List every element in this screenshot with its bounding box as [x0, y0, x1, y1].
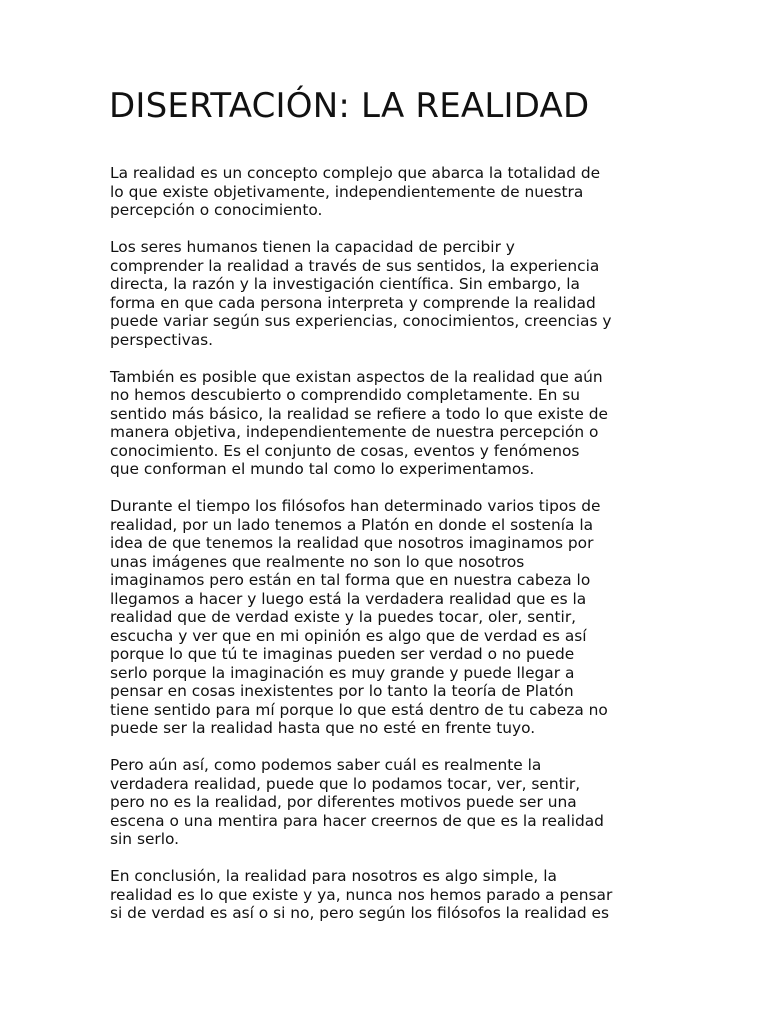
paragraph-6 — [110, 867, 670, 923]
paragraph-line: percepción o conocimiento. — [110, 201, 323, 219]
paragraph-line: forma en que cada persona interpreta y comprende la realidad — [110, 293, 596, 312]
document-title: DISERTACIÓN: LA REALIDAD — [109, 86, 590, 126]
paragraph-line: escena o una mentira para hacer creernos de que es la realidad — [110, 811, 604, 830]
paragraph-line: llegamos a hacer y luego está la verdadera realidad que es la — [110, 589, 587, 608]
paragraph-line: unas imágenes que realmente no son lo que nosotros — [110, 552, 525, 571]
paragraph-5 — [110, 756, 670, 849]
paragraph-line: serlo porque la imaginación es muy grande y puede llegar a — [110, 663, 575, 682]
paragraph-1 — [110, 164, 670, 220]
paragraph-line: sin serlo. — [110, 830, 180, 848]
paragraph-line: En conclusión, la realidad para nosotros es algo simple, la — [110, 867, 557, 885]
paragraph-line: porque lo que tú te imaginas pueden ser verdad o no puede — [110, 645, 575, 663]
paragraph-line: realidad, por un lado tenemos a Platón en donde el sostenía la — [110, 515, 594, 534]
paragraph-line: directa, la razón y la investigación científica. Sin embargo, la — [110, 275, 580, 293]
paragraph-line: comprender la realidad a través de sus sentidos, la experiencia — [110, 256, 600, 275]
paragraph-line: puede ser la realidad hasta que no esté en frente tuyo. — [110, 719, 536, 737]
paragraph-line: tiene sentido para mí porque lo que está dentro de tu cabeza no — [110, 700, 608, 719]
paragraph-line: Pero aún así, como podemos saber cuál es realmente la — [110, 756, 542, 774]
paragraph-line: escucha y ver que en mi opinión es algo que de verdad es así — [110, 626, 587, 645]
paragraph-line: realidad que de verdad existe y la puedes tocar, oler, sentir, — [110, 608, 577, 626]
paragraph-line: que conforman el mundo tal como lo experimentamos. — [110, 460, 535, 478]
paragraph-line: pensar en cosas inexistentes por lo tanto la teoría de Platón — [110, 682, 574, 700]
paragraph-line: Los seres humanos tienen la capacidad de percibir y — [110, 238, 515, 256]
paragraph-line: si de verdad es así o si no, pero según los filósofos la realidad es — [110, 904, 610, 922]
paragraph-2 — [110, 238, 670, 349]
paragraph-line: sentido más básico, la realidad se refiere a todo lo que existe de — [110, 404, 608, 423]
paragraph-line: idea de que tenemos la realidad que nosotros imaginamos por — [110, 534, 594, 552]
paragraph-line: lo que existe objetivamente, independientemente de nuestra — [110, 182, 584, 201]
paragraph-line: verdadera realidad, puede que lo podamos tocar, ver, sentir, — [110, 774, 581, 793]
paragraph-line: conocimiento. Es el conjunto de cosas, eventos y fenómenos — [110, 441, 580, 460]
paragraph-line: La realidad es un concepto complejo que abarca la totalidad de — [110, 164, 601, 182]
paragraph-line: perspectivas. — [110, 330, 214, 349]
paragraph-line: manera objetiva, independientemente de nuestra percepción o — [110, 423, 599, 441]
paragraph-line: Durante el tiempo los filósofos han determinado varios tipos de — [110, 497, 601, 515]
paragraph-line: puede variar según sus experiencias, conocimientos, creencias y — [110, 312, 612, 330]
paragraph-4 — [110, 497, 670, 738]
paragraph-line: pero no es la realidad, por diferentes motivos puede ser una — [110, 793, 577, 811]
paragraph-line: También es posible que existan aspectos de la realidad que aún — [110, 367, 603, 386]
document-body — [110, 164, 670, 941]
paragraph-line: imaginamos pero están en tal forma que en nuestra cabeza lo — [110, 571, 591, 589]
paragraph-line: realidad es lo que existe y ya, nunca nos hemos parado a pensar — [110, 885, 613, 904]
paragraph-line: no hemos descubierto o comprendido completamente. En su — [110, 386, 581, 404]
paragraph-3 — [110, 368, 670, 479]
